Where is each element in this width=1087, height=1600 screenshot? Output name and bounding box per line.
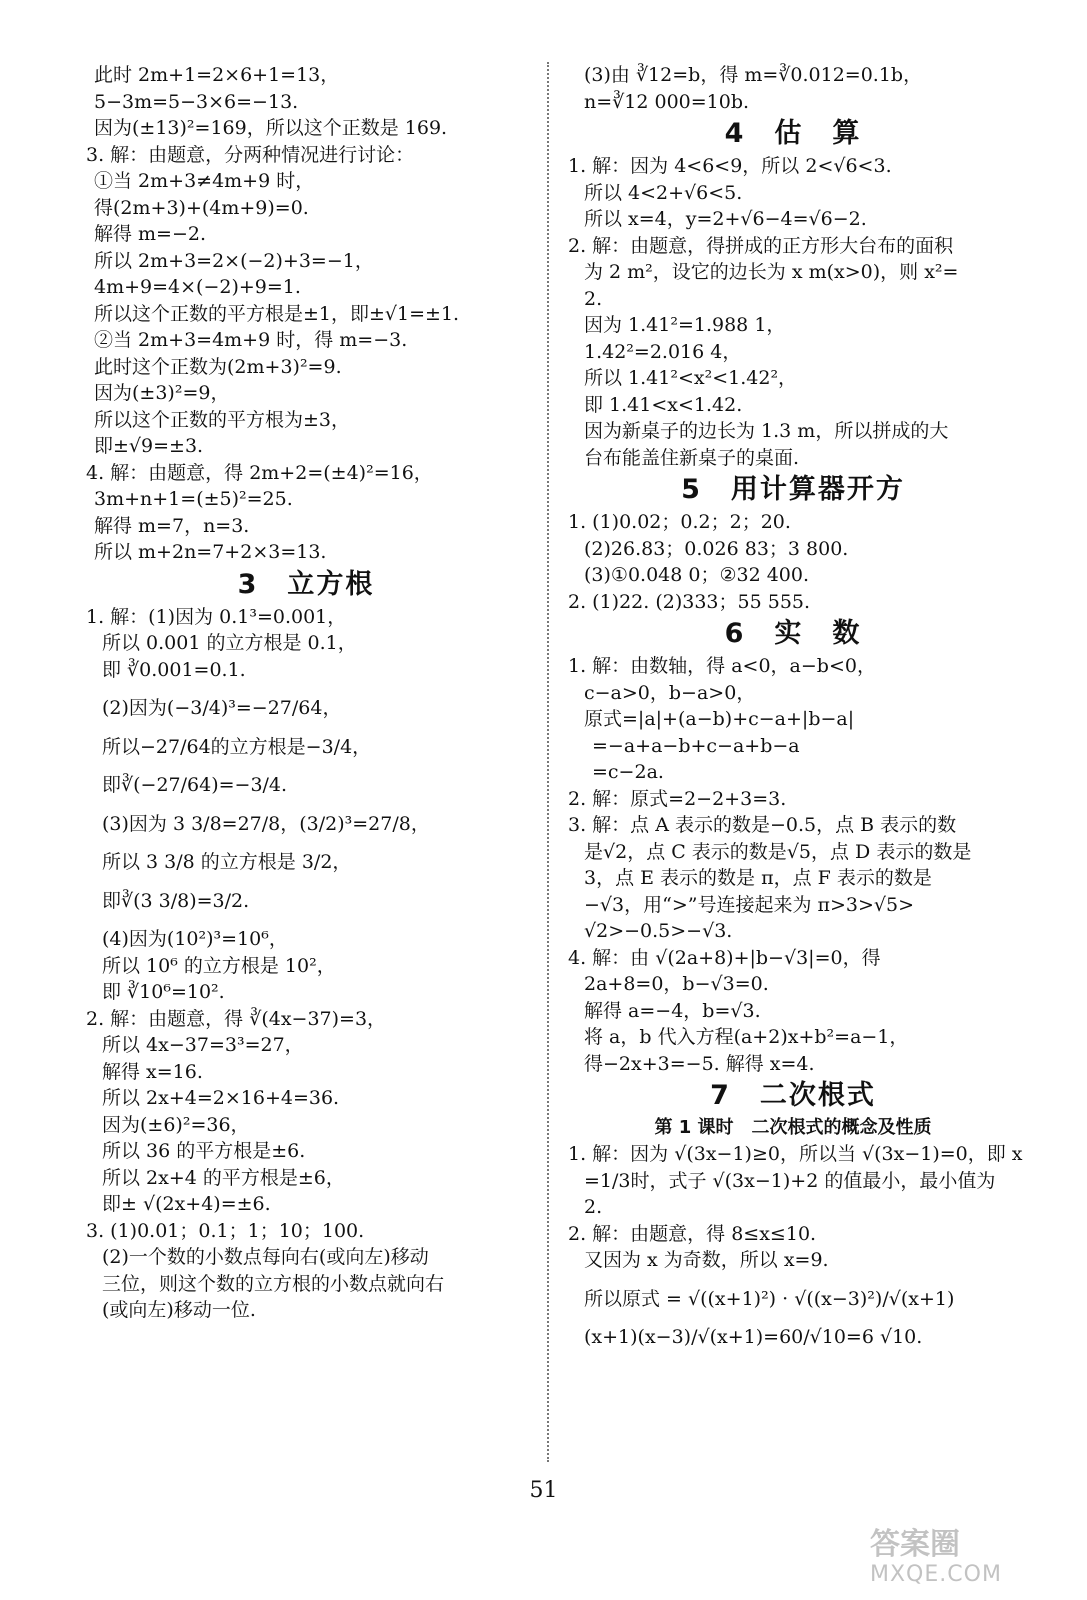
text-line: 3. 解：点 A 表示的数是−0.5，点 B 表示的数: [568, 814, 957, 836]
text-line: 4. 解：由题意，得 2m+2=(±4)²=16，: [86, 461, 433, 484]
text-line: 所以这个正数的平方根是±1，即±√1=±1.: [94, 302, 460, 325]
text-line: 3. 解：由题意，分两种情况进行讨论：: [86, 143, 415, 166]
text-line: (3)因为 3 3/8=27/8，(3/2)³=27/8，: [102, 812, 430, 835]
text-line: (3)①0.048 0；②32 400.: [584, 564, 810, 586]
text-line: 所以−27/64的立方根是−3/4，: [102, 735, 372, 758]
spacer: [86, 799, 526, 811]
section-heading: 4 估 算: [724, 118, 862, 149]
subsection-heading: 第 1 课时 二次根式的概念及性质: [654, 1117, 932, 1138]
text-line: 即±√9=±3.: [94, 435, 204, 457]
text-line: 将 a，b 代入方程(a+2)x+b²=a−1，: [584, 1026, 909, 1048]
text-line: 2. 解：由题意，得 ∛(4x−37)=3，: [86, 1007, 387, 1030]
text-line: 所以 2x+4 的平方根是±6，: [102, 1166, 345, 1189]
text-line: √2>−0.5>−√3.: [584, 920, 733, 942]
text-line: ①当 2m+3≠4m+9 时，: [94, 170, 315, 192]
text-line: 所以 3 3/8 的立方根是 3/2，: [102, 851, 352, 873]
left-column: [86, 62, 526, 1324]
text-line: 所以 10⁶ 的立方根是 10²，: [102, 954, 336, 977]
text-line: =1/3时，式子 √(3x−1)+2 的值最小，最小值为: [584, 1169, 996, 1192]
text-line: 解得 m=7，n=3.: [94, 514, 250, 537]
text-line: −√3，用“>”号连接起来为 π>3>√5>: [584, 893, 915, 916]
spacer: [86, 914, 526, 926]
text-line: 得−2x+3=−5. 解得 x=4.: [584, 1052, 815, 1075]
text-line: 2. 解：由题意，得 8≤x≤10.: [568, 1222, 817, 1245]
watermark-title: 答案圈: [870, 1527, 960, 1562]
text-line: 2. 解：由题意，得拼成的正方形大台布的面积: [568, 234, 954, 257]
text-line: (2)26.83；0.026 83；3 800.: [584, 537, 849, 560]
text-line: 因为新桌子的边长为 1.3 m，所以拼成的大: [584, 420, 949, 442]
text-line: 即 ∛0.001=0.1.: [102, 658, 246, 681]
text-line: 2.: [584, 1196, 603, 1218]
text-line: 此时这个正数为(2m+3)²=9.: [94, 355, 342, 378]
text-line: 所以 36 的平方根是±6.: [102, 1140, 306, 1162]
text-line: 3m+n+1=(±5)²=25.: [94, 488, 293, 510]
text-line: 所以原式 = √((x+1)²) · √((x−3)²)/√(x+1): [584, 1287, 955, 1310]
spacer: [86, 683, 526, 695]
text-line: 即∛(3 3/8)=3/2.: [102, 889, 250, 912]
text-line: 此时 2m+1=2×6+1=13，: [94, 64, 340, 86]
column-divider: [547, 62, 549, 1462]
watermark-logo: [870, 1528, 1070, 1598]
text-line: 所以 2x+4=2×16+4=36.: [102, 1087, 340, 1109]
text-line: 2. 解：原式=2−2+3=3.: [568, 787, 787, 810]
text-line: 3. (1)0.01；0.1；1；10；100.: [86, 1219, 365, 1242]
text-line: 2a+8=0，b−√3=0.: [584, 973, 769, 995]
text-line: 即± √(2x+4)=±6.: [102, 1193, 271, 1215]
text-line: 三位，则这个数的立方根的小数点就向右: [102, 1272, 445, 1295]
text-line: 即 ∛10⁶=10².: [102, 981, 225, 1003]
text-line: 4. 解：由 √(2a+8)+|b−√3|=0，得: [568, 946, 881, 969]
text-line: 解得 m=−2.: [94, 223, 207, 245]
text-line: 所以 4x−37=3³=27，: [102, 1034, 304, 1056]
text-line: 所以 m+2n=7+2×3=13.: [94, 541, 327, 563]
text-line: 1. 解：由数轴，得 a<0，a−b<0，: [568, 655, 876, 677]
text-line: 所以 1.41²<x²<1.42²，: [584, 367, 798, 389]
text-line: 所以 x=4，y=2+√6−4=√6−2.: [584, 208, 867, 230]
spacer: [86, 837, 526, 849]
text-line: 所以这个正数的平方根为±3，: [94, 408, 351, 431]
text-line: 2. (1)22. (2)333；55 555.: [568, 590, 811, 613]
text-line: 4m+9=4×(−2)+9=1.: [94, 276, 301, 298]
text-line: n=∛12 000=10b.: [584, 90, 750, 113]
spacer: [568, 1312, 1018, 1324]
text-line: 1. 解：(1)因为 0.1³=0.001，: [86, 605, 347, 628]
text-line: 所以 4<2+√6<5.: [584, 181, 743, 204]
text-line: (或向左)移动一位.: [102, 1299, 256, 1321]
text-line: 解得 a=−4，b=√3.: [584, 999, 761, 1022]
text-line: 是√2，点 C 表示的数是√5，点 D 表示的数是: [584, 840, 972, 863]
text-line: 1. 解：因为 √(3x−1)≥0，所以当 √(3x−1)=0，即 x: [568, 1143, 1023, 1165]
spacer: [86, 722, 526, 734]
text-line: 即∛(−27/64)=−3/4.: [102, 774, 288, 796]
text-line: 3，点 E 表示的数是 π，点 F 表示的数是: [584, 867, 932, 889]
spacer: [568, 1274, 1018, 1286]
text-line: 所以 2m+3=2×(−2)+3=−1，: [94, 249, 374, 272]
section-heading: 5 用计算器开方: [681, 474, 905, 505]
text-line: 5−3m=5−3×6=−13.: [94, 90, 299, 113]
section-heading: 3 立方根: [237, 568, 375, 600]
text-line: 因为(±3)²=9，: [94, 382, 230, 404]
watermark-url: MXQE.COM: [870, 1562, 1002, 1587]
text-line: ②当 2m+3=4m+9 时，得 m=−3.: [94, 329, 408, 351]
text-line: 又因为 x 为奇数，所以 x=9.: [584, 1249, 829, 1271]
text-line: 得(2m+3)+(4m+9)=0.: [94, 196, 309, 219]
text-line: 1. 解：因为 4<6<9，所以 2<√6<3.: [568, 155, 892, 177]
text-line: 台布能盖住新桌子的桌面.: [584, 446, 800, 469]
section-heading: 6 实 数: [724, 618, 862, 649]
text-line: 因为 1.41²=1.988 1，: [584, 314, 786, 336]
text-line: (4)因为(10²)³=10⁶，: [102, 928, 288, 950]
text-line: 所以 0.001 的立方根是 0.1，: [102, 632, 357, 654]
text-line: 即 1.41<x<1.42.: [584, 393, 743, 416]
text-line: c−a>0，b−a>0，: [584, 681, 756, 704]
text-line: =c−2a.: [592, 761, 664, 783]
text-line: 1.42²=2.016 4，: [584, 340, 742, 363]
text-line: 1. (1)0.02；0.2；2；20.: [568, 511, 791, 533]
text-line: (2)一个数的小数点每向右(或向左)移动: [102, 1246, 429, 1268]
text-line: (x+1)(x−3)/√(x+1)=60/√10=6 √10.: [584, 1326, 923, 1348]
text-line: 因为(±13)²=169，所以这个正数是 169.: [94, 117, 448, 139]
page-number: 51: [529, 1478, 558, 1503]
text-line: =−a+a−b+c−a+b−a: [592, 734, 800, 757]
right-column: [568, 62, 1023, 1351]
text-line: 因为(±6)²=36，: [102, 1113, 250, 1136]
spacer: [86, 760, 526, 772]
text-line: 2.: [584, 287, 603, 310]
section-heading: 7 二次根式: [710, 1080, 876, 1111]
spacer: [86, 876, 526, 888]
text-line: 原式=|a|+(a−b)+c−a+|b−a|: [584, 708, 855, 730]
text-line: (2)因为(−3/4)³=−27/64，: [102, 697, 342, 719]
text-line: 解得 x=16.: [102, 1060, 203, 1083]
text-line: (3)由 ∛12=b，得 m=∛0.012=0.1b，: [584, 64, 923, 86]
text-line: 为 2 m²，设它的边长为 x m(x>0)，则 x²=: [584, 261, 959, 283]
